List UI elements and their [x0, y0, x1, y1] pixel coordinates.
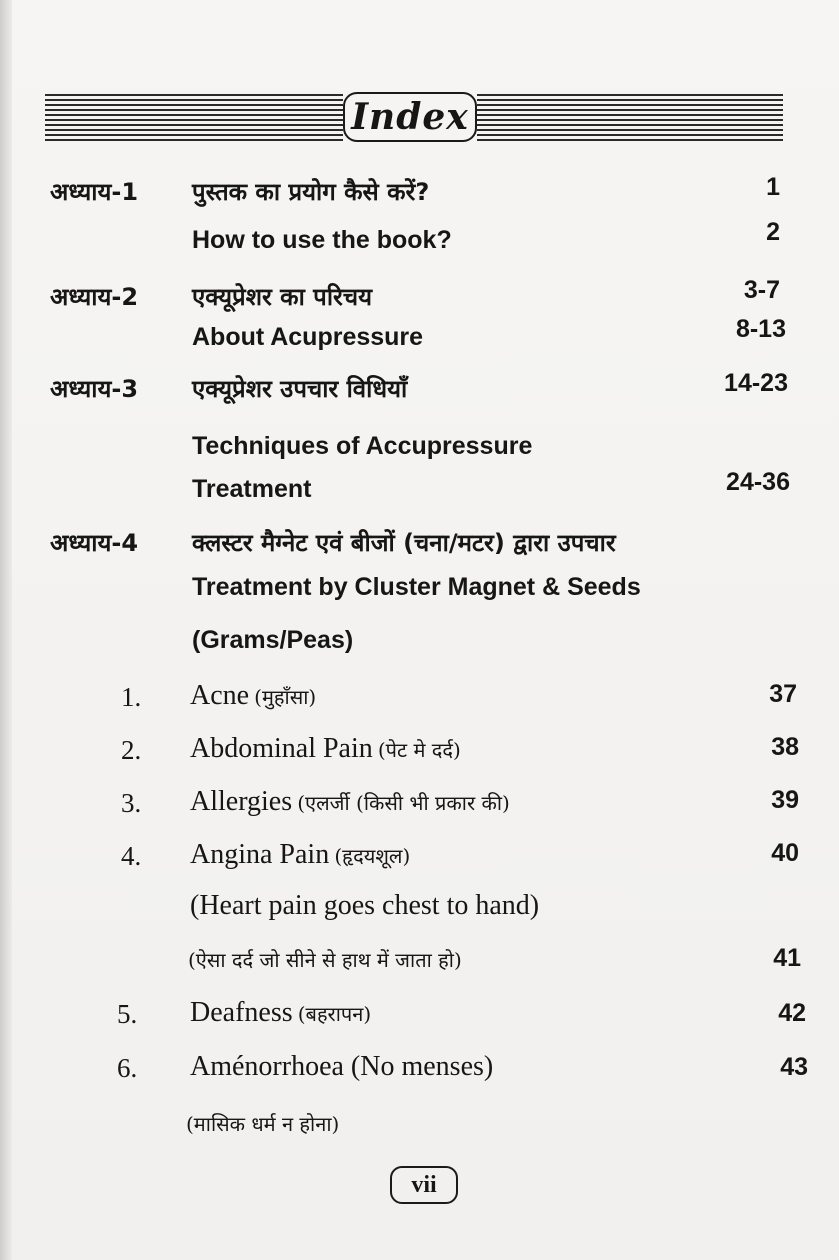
entry-5-title — [190, 997, 371, 1029]
chapter-4-english-title-line2: (Grams/Peas) — [192, 626, 354, 654]
entry-4-number: 4. — [121, 841, 142, 871]
chapter-1-english-page: 2 — [766, 218, 780, 246]
entry-2-page: 38 — [771, 733, 799, 761]
entry-3-number: 3. — [121, 788, 142, 818]
index-title-box — [343, 92, 477, 142]
chapter-1-hindi-page: 1 — [766, 173, 780, 201]
entry-4-page: 40 — [771, 839, 799, 867]
header-rule-right — [477, 94, 783, 144]
entry-1-page: 37 — [769, 680, 797, 708]
chapter-2-english-page: 8-13 — [735, 315, 786, 343]
chapter-2-english-title: About Acupressure — [192, 323, 424, 351]
entry-5-page: 42 — [778, 999, 806, 1027]
entry-5-name: Deafness — [190, 997, 293, 1028]
entry-1-title — [190, 680, 316, 712]
entry-4-hindi-note: (ऐसा दर्द जो सीने से हाथ में जाता हो) — [188, 948, 462, 972]
chapter-4-label: अध्याय-4 — [50, 529, 139, 557]
entry-1-hindi: (मुहाँसा) — [254, 685, 317, 709]
entry-4-name: Angina Pain — [190, 839, 330, 870]
entry-6-number: 6. — [117, 1053, 138, 1083]
header-rule-left — [45, 94, 343, 144]
entry-6-hindi-note: (मासिक धर्म न होना) — [186, 1112, 340, 1136]
entry-3-hindi: (एलर्जी (किसी भी प्रकार की) — [297, 791, 510, 815]
chapter-3-english-title-line2: Treatment — [192, 475, 312, 503]
entry-2-name: Abdominal Pain — [190, 733, 373, 764]
entry-3-page: 39 — [771, 786, 799, 814]
entry-4-english-note: (Heart pain goes chest to hand) — [190, 890, 540, 921]
chapter-3-english-title-line1: Techniques of Accupressure — [192, 432, 533, 460]
entry-5-hindi: (बहरापन) — [297, 1002, 372, 1026]
entry-6-page: 43 — [780, 1053, 808, 1081]
entry-3-title — [190, 786, 510, 818]
chapter-2-label: अध्याय-2 — [50, 283, 139, 311]
chapter-3-label: अध्याय-3 — [50, 375, 139, 403]
entry-2-title — [190, 733, 461, 765]
chapter-4-hindi-title: क्लस्टर मैग्नेट एवं बीजों (चना/मटर) द्वारा उपचार — [192, 529, 616, 557]
page-number: vii — [411, 1171, 437, 1198]
entry-2-hindi: (पेट मे दर्द) — [377, 738, 461, 762]
chapter-4-english-title-line1: Treatment by Cluster Magnet & Seeds — [192, 573, 641, 601]
chapter-3-hindi-page: 14-23 — [724, 369, 788, 397]
entry-3-name: Allergies — [190, 786, 293, 817]
chapter-1-english-title: How to use the book? — [192, 226, 452, 254]
entry-1-number: 1. — [121, 682, 142, 712]
entry-1-name: Acne — [190, 680, 250, 711]
chapter-1-label: अध्याय-1 — [50, 178, 139, 206]
entry-5-number: 5. — [117, 999, 138, 1029]
chapter-3-english-page: 24-36 — [726, 468, 790, 496]
chapter-2-hindi-title: एक्यूप्रेशर का परिचय — [192, 283, 373, 311]
page-spine-shadow — [0, 0, 12, 1260]
index-header — [45, 88, 783, 152]
chapter-1-hindi-title: पुस्तक का प्रयोग कैसे करें? — [192, 178, 430, 206]
chapter-3-hindi-title: एक्यूप्रेशर उपचार विधियाँ — [192, 375, 408, 403]
entry-6-name: Aménorrhoea (No menses) — [190, 1051, 494, 1082]
entry-4-hindi: (हृदयशूल) — [334, 844, 411, 868]
entry-2-number: 2. — [121, 735, 142, 765]
chapter-2-hindi-page: 3-7 — [743, 276, 780, 304]
page-number-box — [390, 1166, 458, 1204]
index-title: Index — [351, 96, 469, 138]
entry-4-title — [190, 839, 410, 871]
entry-4-note-page: 41 — [773, 944, 801, 972]
